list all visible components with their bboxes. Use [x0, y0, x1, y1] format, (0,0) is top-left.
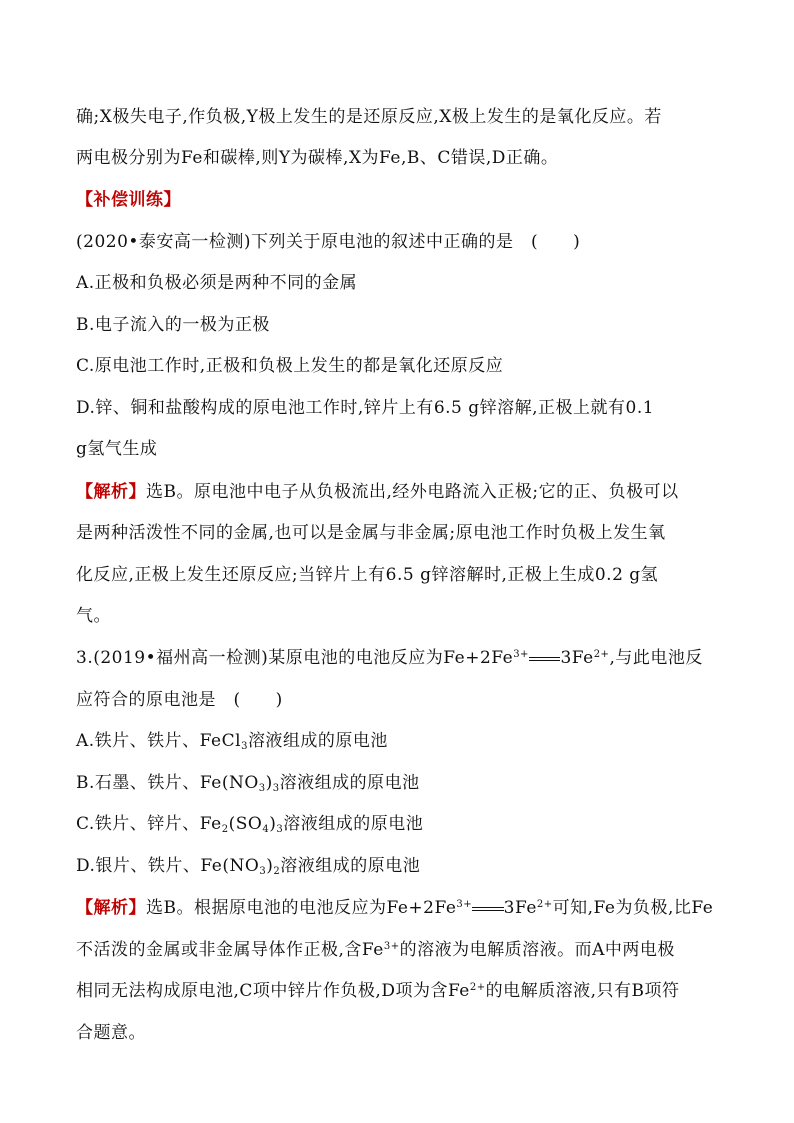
q3-option-c [76, 813, 736, 835]
analysis-text: 选B。原电池中电子从负极流出,经外电路流入正极;它的正、负极可以 [146, 482, 679, 502]
option-d-continued: g氢气生成 [76, 439, 158, 459]
superscript: 2+ [593, 649, 610, 660]
q3-option-b [76, 772, 736, 794]
text-span: ) [266, 856, 274, 876]
text-span: 溶液组成的原电池 [280, 856, 421, 876]
text-span: D.银片、铁片、Fe(NO [76, 856, 260, 876]
text-span: 不活泼的金属或非金属导体作正极,含Fe [76, 940, 384, 960]
superscript: 3+ [513, 649, 529, 660]
analysis-line: 气。 [76, 606, 111, 626]
superscript: 3+ [456, 899, 473, 910]
subscript: 3 [259, 866, 267, 877]
text-span: 溶液组成的原电池 [283, 814, 424, 834]
analysis-line [76, 481, 736, 503]
reaction-equals-sign [472, 897, 504, 919]
text-span: 溶液组成的原电池 [247, 731, 388, 751]
q3-option-a [76, 730, 736, 752]
analysis-line: 合题意。 [76, 1023, 146, 1043]
text-span: 溶液组成的原电池 [279, 773, 420, 793]
text-span: C.铁片、锌片、Fe [76, 814, 222, 834]
option-d: D.锌、铜和盐酸构成的原电池工作时,锌片上有6.5 g锌溶解,正极上就有0.1 [76, 398, 655, 418]
text-line: 两电极分别为Fe和碳棒,则Y为碳棒,X为Fe,B、C错误,D正确。 [76, 148, 559, 168]
analysis-tag: 【解析】 [76, 898, 146, 918]
text-span: A.铁片、铁片、FeCl [76, 731, 242, 751]
analysis-line: 化反应,正极上发生还原反应;当锌片上有6.5 g锌溶解时,正极上生成0.2 g氢 [76, 565, 659, 585]
analysis-line [76, 980, 736, 1002]
subscript: 2 [273, 866, 281, 877]
analysis-tag: 【解析】 [76, 482, 146, 502]
analysis-line: 是两种活泼性不同的金属,也可以是金属与非金属;原电池工作时负极上发生氧 [76, 523, 666, 543]
option-b: B.电子流入的一极为正极 [76, 315, 270, 335]
option-a: A.正极和负极必须是两种不同的金属 [76, 273, 358, 293]
question-3-stem-continued: 应符合的原电池是 ( ) [76, 690, 283, 710]
subscript: 2 [221, 824, 229, 835]
reaction-equals-sign [529, 647, 561, 669]
question-stem: (2020•泰安高一检测)下列关于原电池的叙述中正确的是 ( ) [76, 232, 581, 252]
section-heading [76, 189, 736, 211]
text-span: 可知,Fe为负极,比Fe [552, 898, 714, 918]
text-span: 的溶液为电解质溶液。而A中两电极 [399, 940, 675, 960]
subscript: 3 [241, 741, 248, 752]
text-span: 3.(2019•福州高一检测)某原电池的电池反应为Fe+2Fe [76, 648, 514, 668]
subscript: 3 [258, 783, 266, 794]
text-span: B.石墨、铁片、Fe(NO [76, 773, 259, 793]
text-span: 3Fe [560, 648, 594, 668]
superscript: 3+ [383, 941, 400, 952]
question-3-stem [76, 647, 736, 669]
superscript: 2+ [536, 899, 553, 910]
analysis-line [76, 939, 736, 961]
option-c: C.原电池工作时,正极和负极上发生的都是氧化还原反应 [76, 356, 504, 376]
text-span: ) [265, 773, 273, 793]
text-span: ,与此电池反 [609, 648, 703, 668]
analysis-line [76, 897, 736, 919]
subscript: 3 [272, 783, 280, 794]
text-span: ) [269, 814, 277, 834]
text-span: 3Fe [503, 898, 537, 918]
text-span: 相同无法构成原电池,C项中锌片作负极,D项为含Fe [76, 981, 470, 1001]
compensation-training-tag: 【补偿训练】 [76, 190, 181, 210]
subscript: 3 [276, 824, 284, 835]
q3-option-d [76, 855, 736, 877]
text-span: 的电解质溶液,只有B项符 [485, 981, 680, 1001]
superscript: 2+ [469, 982, 486, 993]
subscript: 4 [262, 824, 270, 835]
text-span: 选B。根据原电池的电池反应为Fe+2Fe [146, 898, 457, 918]
text-span: (SO [228, 814, 263, 834]
text-line: 确;X极失电子,作负极,Y极上发生的是还原反应,X极上发生的是氧化反应。若 [76, 107, 662, 127]
